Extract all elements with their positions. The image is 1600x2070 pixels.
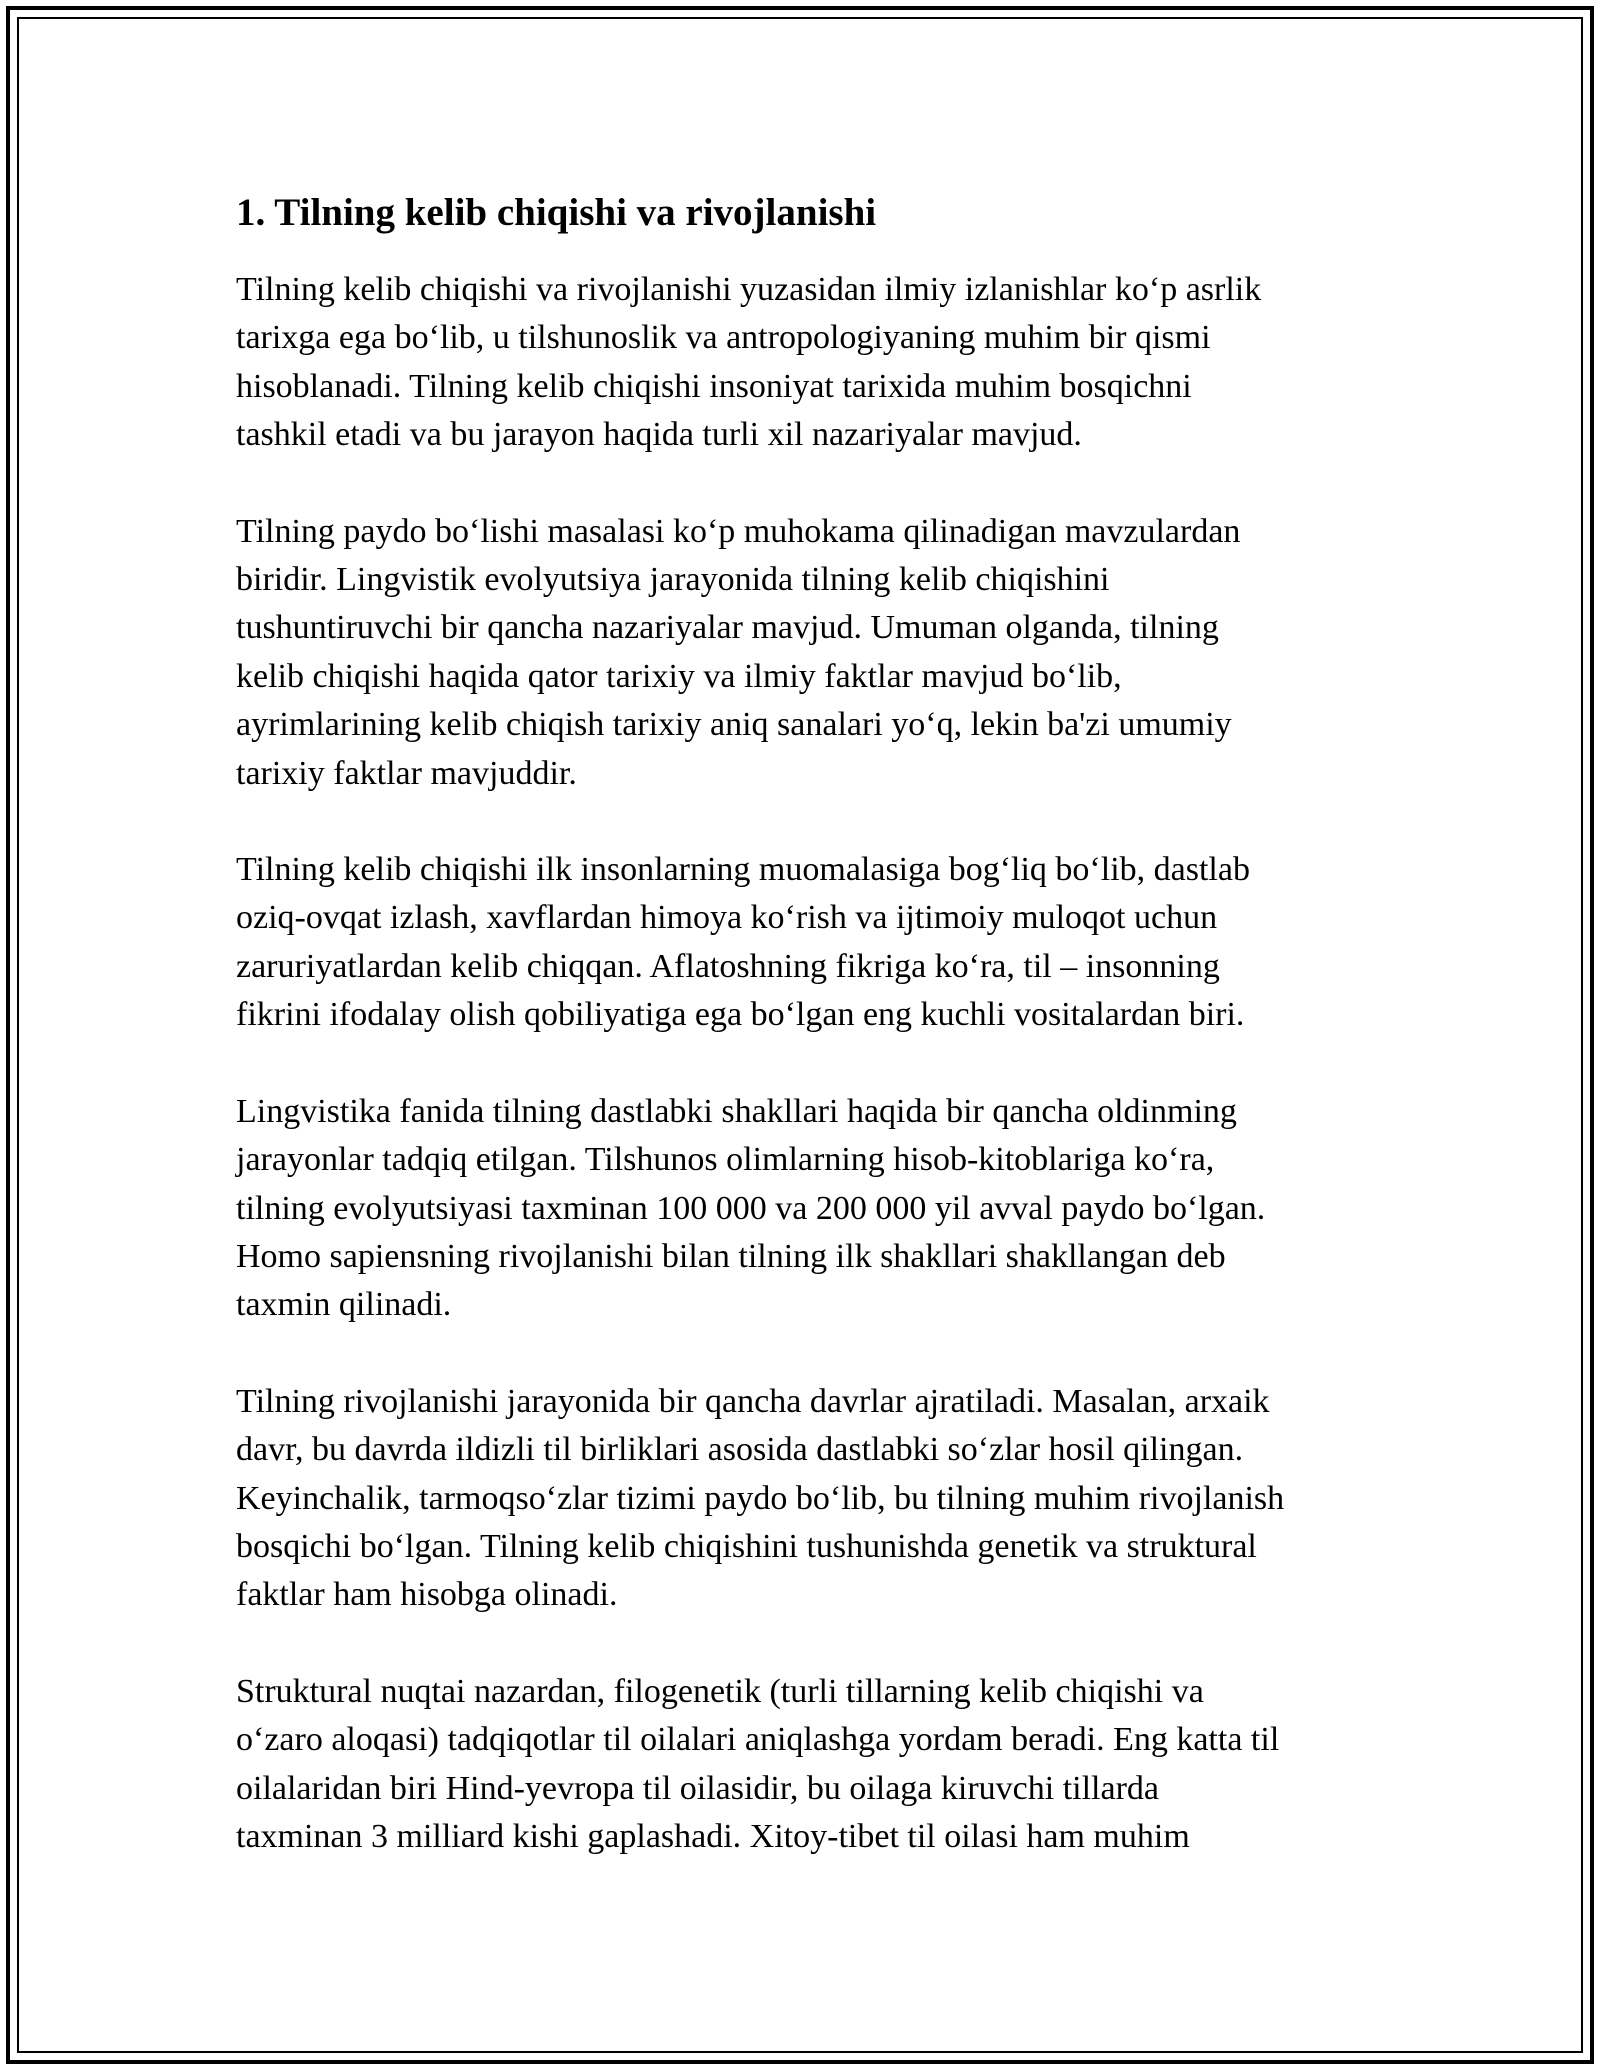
text-line: Tilning kelib chiqishi va rivojlanishi yuzasidan ilmiy izlanishlar ko‘p asrlik — [236, 271, 1262, 308]
text-line: Keyinchalik, tarmoqso‘zlar tizimi paydo bo‘lib, bu tilning muhim rivojlanish — [236, 1479, 1285, 1517]
text-line: kelib chiqishi haqida qator tarixiy va ilmiy faktlar mavjud bo‘lib, — [236, 657, 1122, 695]
section-heading: 1. Tilning kelib chiqishi va rivojlanishi — [236, 191, 877, 234]
text-line: jarayonlar tadqiq etilgan. Tilshunos olimlarning hisob-kitoblariga ko‘ra, — [236, 1141, 1215, 1179]
paragraph-6 — [236, 1668, 1376, 1862]
text-line: oilalaridan biri Hind-yevropa til oilasidir, bu oilaga kiruvchi tillarda — [236, 1769, 1159, 1807]
paragraph-4 — [236, 1088, 1376, 1330]
text-line: hisoblanadi. Tilning kelib chiqishi insoniyat tarixida muhim bosqichni — [236, 367, 1192, 405]
paragraph-1 — [236, 266, 1376, 460]
paragraph-3 — [236, 846, 1376, 1040]
paragraph-2 — [236, 508, 1376, 798]
text-line: Tilning rivojlanishi jarayonida bir qancha davrlar ajratiladi. Masalan, arxaik — [236, 1382, 1270, 1420]
text-line: zaruriyatlardan kelib chiqqan. Aflatoshning fikriga ko‘ra, til – insonning — [236, 947, 1220, 985]
text-line: Tilning paydo bo‘lishi masalasi ko‘p muhokama qilinadigan mavzulardan — [236, 512, 1241, 550]
text-line: taxmin qilinadi. — [236, 1286, 452, 1324]
text-line: bosqichi bo‘lgan. Tilning kelib chiqishini tushunishda genetik va struktural — [236, 1527, 1257, 1565]
text-line: fikrini ifodalay olish qobiliyatiga ega bo‘lgan eng kuchli vositalardan biri. — [236, 996, 1245, 1034]
text-line: o‘zaro aloqasi) tadqiqotlar til oilalari aniqlashga yordam beradi. Eng katta til — [236, 1721, 1280, 1759]
text-line: tarixga ega bo‘lib, u tilshunoslik va antropologiyaning muhim bir qismi — [236, 319, 1211, 357]
text-line: ayrimlarining kelib chiqish tarixiy aniq sanalari yo‘q, lekin ba'zi umumiy — [236, 706, 1232, 744]
text-line: tashkil etadi va bu jarayon haqida turli xil nazariyalar mavjud. — [236, 416, 1082, 454]
text-line: davr, bu davrda ildizli til birliklari asosida dastlabki so‘zlar hosil qilingan. — [236, 1431, 1244, 1469]
text-line: Homo sapiensning rivojlanishi bilan tilning ilk shakllari shakllangan deb — [236, 1237, 1226, 1275]
text-line: Lingvistika fanida tilning dastlabki shakllari haqida bir qancha oldinming — [236, 1092, 1237, 1130]
text-line: oziq-ovqat izlash, xavflardan himoya ko‘rish va ijtimoiy muloqot uchun — [236, 899, 1218, 937]
text-line: tushuntiruvchi bir qancha nazariyalar mavjud. Umuman olganda, tilning — [236, 609, 1219, 647]
text-line: taxminan 3 milliard kishi gaplashadi. Xitoy-tibet til oilasi ham muhim — [236, 1817, 1190, 1855]
paragraph-5 — [236, 1378, 1376, 1620]
text-line: tarixiy faktlar mavjuddir. — [236, 754, 577, 792]
text-line: biridir. Lingvistik evolyutsiya jarayonida tilning kelib chiqishini — [236, 561, 1110, 599]
text-line: Struktural nuqtai nazardan, filogenetik (turli tillarning kelib chiqishi va — [236, 1672, 1204, 1710]
text-line: tilning evolyutsiyasi taxminan 100 000 va 200 000 yil avval paydo bo‘lgan. — [236, 1189, 1266, 1227]
text-line: Tilning kelib chiqishi ilk insonlarning muomalasiga bog‘liq bo‘lib, dastlab — [236, 851, 1250, 889]
document-body — [236, 188, 1376, 1909]
text-line: faktlar ham hisobga olinadi. — [236, 1576, 618, 1614]
